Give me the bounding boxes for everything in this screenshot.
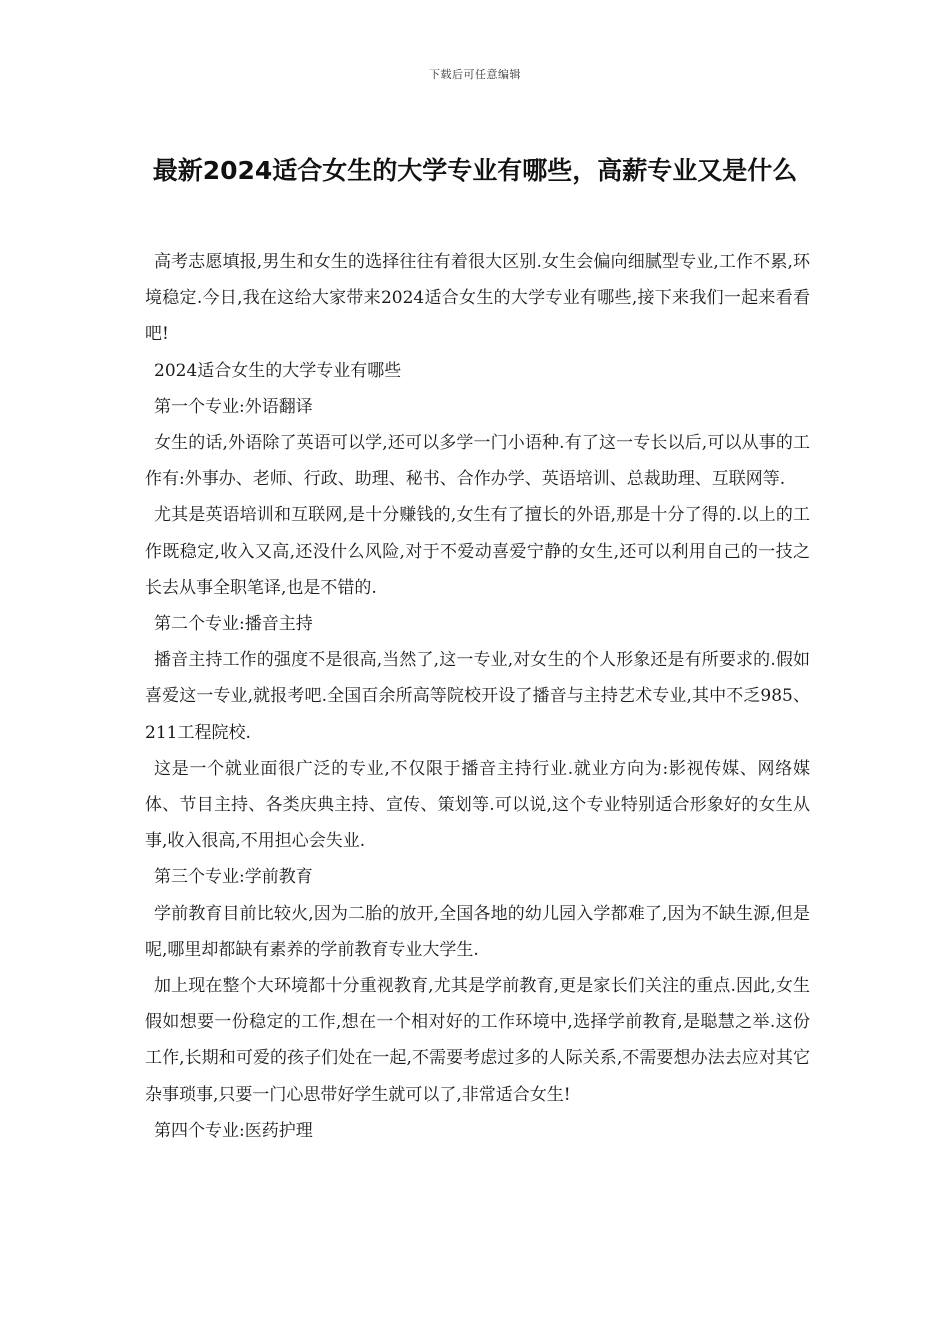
body-paragraph: 播音主持工作的强度不是很高,当然了,这一专业,对女生的个人形象还是有所要求的.假如喜爱这一专业,就报考吧.全国百余所高等院校开设了播音与主持艺术专业,其中不乏985、211工程院校. bbox=[145, 650, 810, 743]
document-body bbox=[145, 244, 810, 1149]
body-paragraph: 加上现在整个大环境都十分重视教育,尤其是学前教育,更是家长们关注的重点.因此,女生假如想要一份稳定的工作,想在一个相对好的工作环境中,选择学前教育,是聪慧之举.这份工作,长期和可爱的孩子们处在一起,不需要考虑过多的人际关系,不需要想办法去应对其它杂事琐事,只要一门心思带好学生就可以了,非常适合女生! bbox=[145, 976, 810, 1105]
page-header-note: 下载后可任意编辑 bbox=[429, 68, 521, 81]
body-paragraph: 女生的话,外语除了英语可以学,还可以多学一门小语种.有了这一专长以后,可以从事的工作有:外事办、老师、行政、助理、秘书、合作办学、英语培训、总裁助理、互联网等. bbox=[145, 433, 810, 490]
body-paragraph: 尤其是英语培训和互联网,是十分赚钱的,女生有了擅长的外语,那是十分了得的.以上的工作既稳定,收入又高,还没什么风险,对于不爱动喜爱宁静的女生,还可以利用自己的一技之长去从事全职笔译,也是不错的. bbox=[145, 505, 810, 598]
document-title: 最新2024适合女生的大学专业有哪些，高薪专业又是什么 bbox=[152, 156, 798, 185]
intro-paragraph: 高考志愿填报,男生和女生的选择往往有着很大区别.女生会偏向细腻型专业,工作不累,环境稳定.今日,我在这给大家带来2024适合女生的大学专业有哪些,接下来我们一起来看看吧! bbox=[145, 252, 810, 345]
body-paragraph: 这是一个就业面很广泛的专业,不仅限于播音主持行业.就业方向为:影视传媒、网络媒体、节目主持、各类庆典主持、宣传、策划等.可以说,这个专业特别适合形象好的女生从事,收入很高,不用担心会失业. bbox=[145, 758, 810, 852]
body-paragraph: 学前教育目前比较火,因为二胎的放开,全国各地的幼儿园入学都难了,因为不缺生源,但是呢,哪里却都缺有素养的学前教育专业大学生. bbox=[145, 903, 810, 960]
major-heading-3: 第三个专业:学前教育 bbox=[154, 867, 313, 888]
major-heading-1: 第一个专业:外语翻译 bbox=[154, 396, 313, 417]
major-heading-4: 第四个专业:医药护理 bbox=[154, 1120, 313, 1141]
major-heading-2: 第二个专业:播音主持 bbox=[154, 614, 313, 635]
section-heading: 2024适合女生的大学专业有哪些 bbox=[154, 360, 402, 381]
